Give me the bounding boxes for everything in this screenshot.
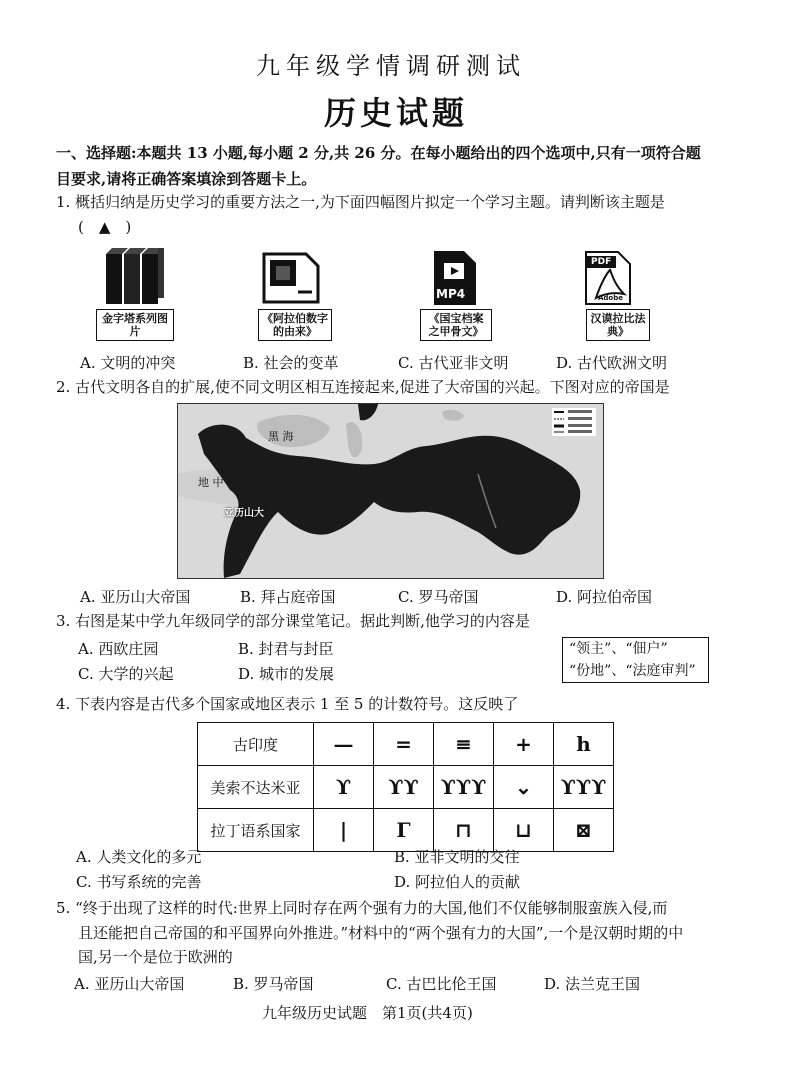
q3-option-d[interactable]: D. 城市的发展	[238, 665, 335, 683]
q2-stem: 2. 古代文明各自的扩展,使不同文明区相互连接起来,促进了大帝国的兴起。下图对应的帝国是	[56, 378, 670, 396]
q2-option-c[interactable]: C. 罗马帝国	[398, 588, 479, 606]
q4-option-c[interactable]: C. 书写系统的完善	[76, 873, 202, 891]
table-cell-region: 古印度	[198, 723, 314, 766]
section-heading-line2: 目要求,请将正确答案填涂到答题卡上。	[56, 170, 317, 188]
exam-title: 九年级学情调研测试	[256, 52, 526, 80]
q2-option-a[interactable]: A. 亚历山大帝国	[80, 588, 191, 606]
pdf-icon-subtext: Adobe	[598, 294, 623, 302]
table-cell-symbol: ϒϒ	[374, 766, 434, 809]
mp4-file-icon	[432, 249, 478, 307]
q3-option-c[interactable]: C. 大学的兴起	[78, 665, 174, 683]
table-row	[198, 766, 614, 809]
q5-option-d[interactable]: D. 法兰克王国	[544, 975, 641, 993]
q5-option-b[interactable]: B. 罗马帝国	[233, 975, 314, 993]
counting-symbols-table	[197, 722, 614, 852]
document-icon	[262, 252, 332, 310]
pdf-file-icon	[582, 250, 634, 308]
q1-image4-label: 汉谟拉比法典》	[586, 309, 650, 341]
q3-stem: 3. 右图是某中学九年级同学的部分课堂笔记。据此判断,他学习的内容是	[56, 612, 530, 630]
notes-line2: “份地”、“法庭审判”	[569, 663, 696, 679]
q1-image1-label: 金字塔系列图片	[96, 309, 174, 341]
q2-option-d[interactable]: D. 阿拉伯帝国	[556, 588, 653, 606]
empire-map	[177, 403, 604, 579]
q3-option-b[interactable]: B. 封君与封臣	[238, 640, 334, 658]
table-cell-symbol: ϒϒϒ	[434, 766, 494, 809]
q1-image2-label: 《阿拉伯数字的由来》	[258, 309, 332, 341]
q4-option-d[interactable]: D. 阿拉伯人的贡献	[394, 873, 521, 891]
table-cell-symbol: ⊠	[554, 809, 614, 852]
table-cell-region: 拉丁语系国家	[198, 809, 314, 852]
table-cell-symbol: —	[314, 723, 374, 766]
q4-option-a[interactable]: A. 人类文化的多元	[76, 848, 202, 866]
notes-line1: “领主”、“佃户”	[569, 641, 668, 657]
table-cell-symbol: |	[314, 809, 374, 852]
table-cell-symbol: =	[374, 723, 434, 766]
q1-option-b[interactable]: B. 社会的变革	[243, 354, 339, 372]
q4-option-b[interactable]: B. 亚非文明的交往	[394, 848, 520, 866]
q1-option-c[interactable]: C. 古代亚非文明	[398, 354, 509, 372]
table-cell-symbol: ⊔	[494, 809, 554, 852]
table-cell-symbol: ϒϒϒ	[554, 766, 614, 809]
table-row	[198, 723, 614, 766]
q4-stem: 4. 下表内容是古代多个国家或地区表示 1 至 5 的计数符号。这反映了	[56, 695, 519, 713]
books-icon	[104, 248, 174, 306]
q1-option-a[interactable]: A. 文明的冲突	[80, 354, 176, 372]
subject-title: 历史试题	[324, 94, 469, 132]
table-cell-symbol: ⊓	[434, 809, 494, 852]
table-cell-symbol: Γ	[374, 809, 434, 852]
q3-option-a[interactable]: A. 西欧庄园	[78, 640, 159, 658]
q1-stem-line1: 1. 概括归纳是历史学习的重要方法之一,为下面四幅图片拟定一个学习主题。请判断该主题是	[56, 193, 665, 211]
map-label-black-sea: 黑 海	[268, 430, 294, 443]
q2-option-b[interactable]: B. 拜占庭帝国	[240, 588, 336, 606]
q5-option-c[interactable]: C. 古巴比伦王国	[386, 975, 497, 993]
q5-option-a[interactable]: A. 亚历山大帝国	[74, 975, 185, 993]
table-cell-region: 美索不达米亚	[198, 766, 314, 809]
q1-stem-line2: ( ▲ )	[78, 218, 132, 236]
map-label-city: 亚历山大	[224, 508, 264, 519]
map-label-mediterranean: 地 中	[198, 476, 224, 489]
mp4-icon-text: MP4	[436, 287, 466, 301]
class-notes-box	[562, 637, 709, 683]
page-footer: 九年级历史试题 第1页(共4页)	[262, 1004, 473, 1022]
table-cell-symbol: +	[494, 723, 554, 766]
table-cell-symbol: h	[554, 723, 614, 766]
table-cell-symbol: ⌄	[494, 766, 554, 809]
section-heading-line1: 一、选择题:本题共 13 小题,每小题 2 分,共 26 分。在每小题给出的四个选项中,只有一项符合题	[56, 144, 701, 162]
table-cell-symbol: ϒ	[314, 766, 374, 809]
q5-stem-line2: 且还能把自己帝国的和平国界向外推进。”材料中的“两个强有力的大国”,一个是汉朝时期的中	[78, 924, 684, 942]
table-cell-symbol: ≡	[434, 723, 494, 766]
q5-stem-line1: 5. “终于出现了这样的时代:世界上同时存在两个强有力的大国,他们不仅能够制服蛮族入侵,而	[56, 899, 668, 917]
q1-image3-label: 《国宝档案之甲骨文》	[420, 309, 492, 341]
pdf-icon-text: PDF	[591, 257, 612, 267]
q1-option-d[interactable]: D. 古代欧洲文明	[556, 354, 668, 372]
q5-stem-line3: 国,另一个是位于欧洲的	[78, 948, 233, 966]
